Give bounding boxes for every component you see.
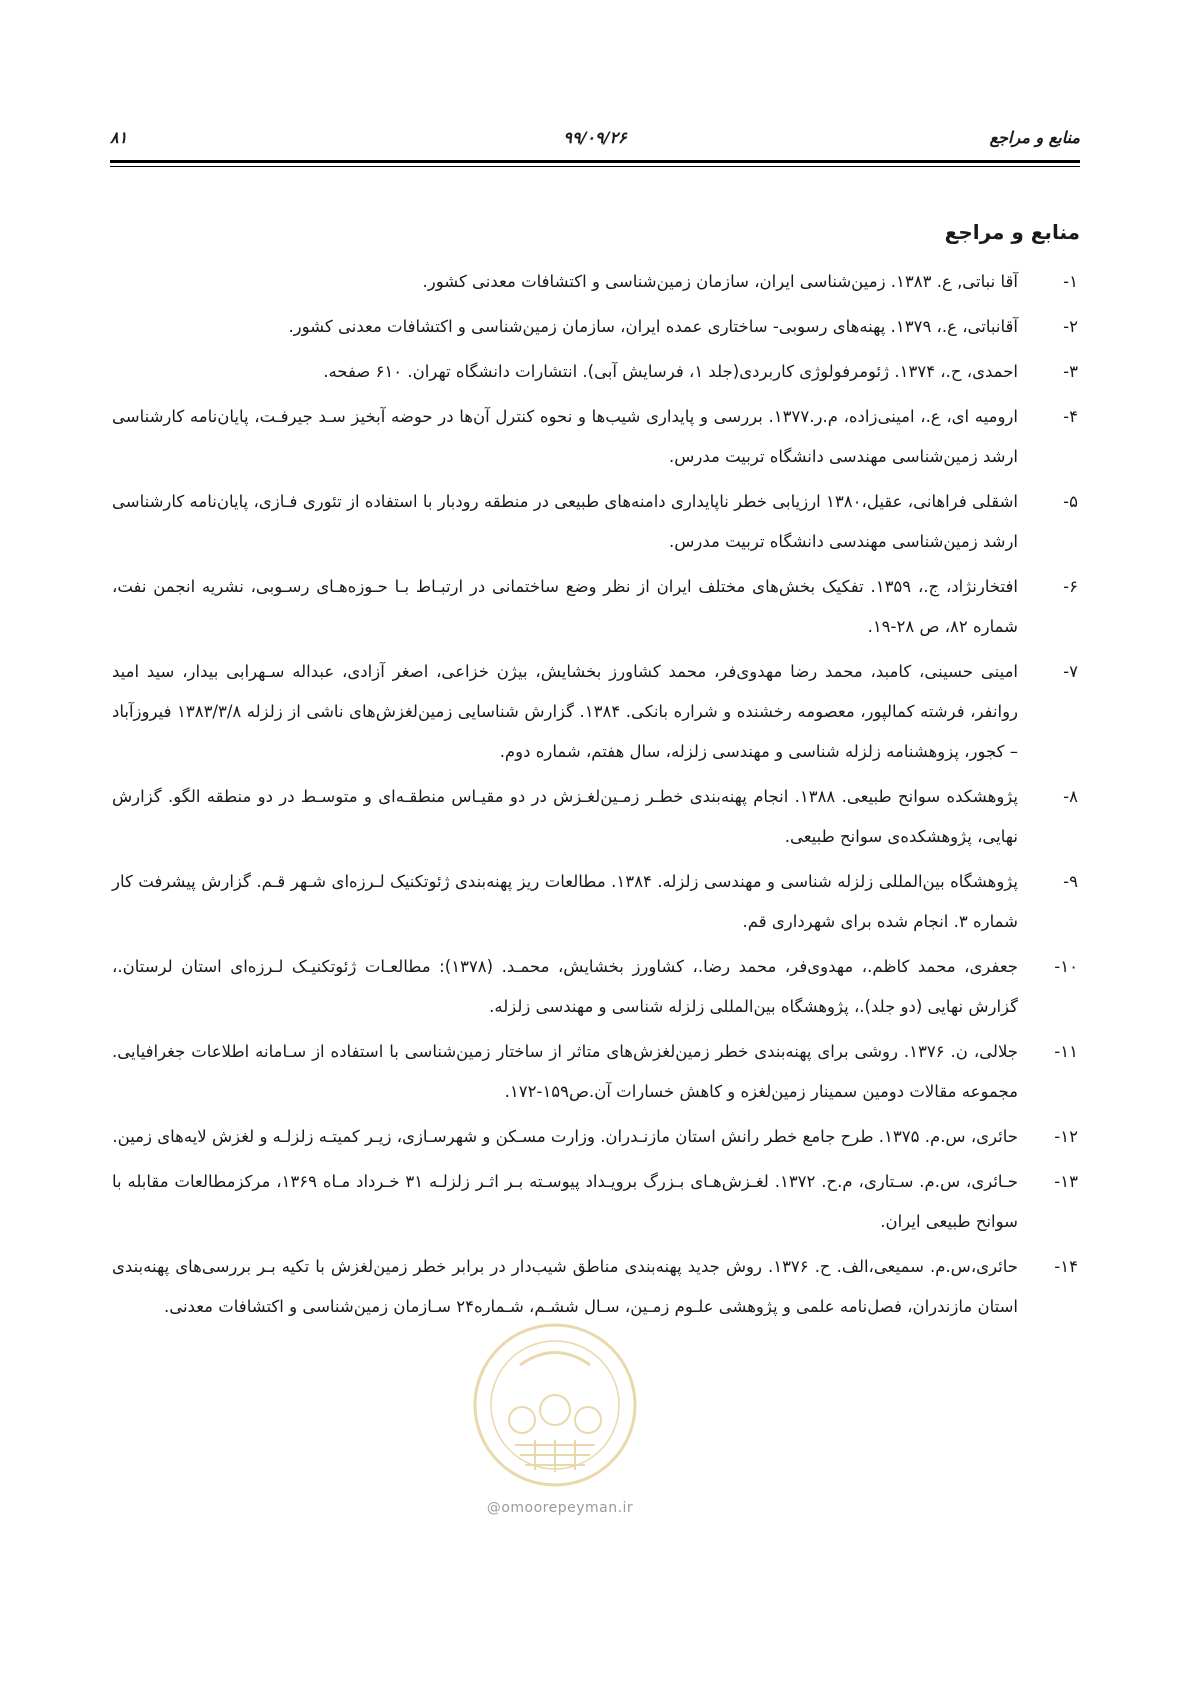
reference-text: پژوهشکده سوانح طبیعی. ۱۳۸۸. انجام پهنه‌بندی خطـر زمـین‌لغـزش در دو مقیـاس منطقـه‌ای و متوسـط در دو منطقه الگو. گزارش نهایی، پژوهشکده‌ی سوانح طبیعی. <box>112 787 1018 846</box>
reference-item <box>112 862 1078 942</box>
reference-text: آقا نباتی, ع. ۱۳۸۳. زمین‌شناسی ایران، سازمان زمین‌شناسی و اکتشافات معدنی کشور. <box>422 272 1018 291</box>
reference-number: ۴- <box>1063 407 1078 426</box>
reference-text: افتخارنژاد، ج.، ۱۳۵۹. تفکیک بخش‌های مختلف ایران از نظر وضع ساختمانی در ارتبـاط بـا حـوزه‌هـای رسـوبی، نشریه انجمن نفت، شماره ۸۲، ص ۲۸-۱۹. <box>112 577 1018 636</box>
reference-text: حـائری، س.م. سـتاری، م.ح. ۱۳۷۲. لغـزش‌هـای بـزرگ برویـداد پیوسـته بـر اثـر زلزلـه ۳۱ خـرداد مـاه ۱۳۶۹، مرکزمطالعات مقابله با سوانح طبیعی ایران. <box>112 1172 1018 1231</box>
watermark-url: @omoorepeyman.ir <box>486 1500 634 1516</box>
seal-calligraphy <box>520 1353 590 1366</box>
reference-text: احمدی، ح.، ۱۳۷۴. ژئومرفولوژی کاربردی(جلد ۱، فرسایش آبی). انتشارات دانشگاه تهران. ۶۱۰ صفحه. <box>323 362 1018 381</box>
reference-number: ۱۰- <box>1054 957 1078 976</box>
reference-number: ۱- <box>1063 272 1078 291</box>
header-rule-thin <box>110 166 1080 167</box>
reference-item <box>112 947 1078 1027</box>
reference-item <box>112 652 1078 772</box>
reference-item <box>112 482 1078 562</box>
reference-item <box>112 262 1078 302</box>
reference-item <box>112 1117 1078 1157</box>
reference-number: ۶- <box>1063 577 1078 596</box>
running-header <box>110 128 1080 152</box>
section-title: منابع و مراجع <box>944 220 1080 244</box>
reference-item <box>112 1162 1078 1242</box>
seal-emblem-right <box>575 1407 601 1433</box>
reference-text: جلالی، ن. ۱۳۷۶. روشی برای پهنه‌بندی خطر زمین‌لغزش‌های متاثر از ساختار زمین‌شناسی با استفاده از سـامانه اطلاعات جغرافیایی. مجموعه مقالات دومین سمینار زمین‌لغزه و کاهش خسارات آن.ص۱۵۹-۱۷۲. <box>112 1042 1018 1101</box>
page-number: ۸۱ <box>110 128 128 147</box>
reference-item <box>112 567 1078 647</box>
reference-list <box>112 262 1078 1332</box>
reference-number: ۷- <box>1063 662 1078 681</box>
header-rule-thick <box>110 160 1080 163</box>
reference-text: جعفری، محمد کاظم.، مهدوی‌فر، محمد رضا.، کشاورز بخشایش، محمـد. (۱۳۷۸): مطالعـات ژئوتکنیـک لـرزه‌ای استان لرستان.، گزارش نهایی (دو جلد).، پژوهشگاه بین‌المللی زلزله شناسی و مهندسی زلزله. <box>112 957 1018 1016</box>
reference-text: ارومیه ای، ع.، امینی‌زاده، م.ر.۱۳۷۷. بررسی و پایداری شیب‌ها و نحوه کنترل آن‌ها در حوضه آبخیز سـد جیرفـت، پایان‌نامه کارشناسی ارشد زمین‌شناسی مهندسی دانشگاه تربیت مدرس. <box>112 407 1018 466</box>
reference-number: ۱۳- <box>1054 1172 1078 1191</box>
reference-text: حائری،س.م. سمیعی،الف. ح. ۱۳۷۶. روش جدید پهنه‌بندی مناطق شیب‌دار در برابر خطر زمین‌لغزش با تکیه بـر بررسی‌های پهنه‌بندی استان مازندران، فصل‌نامه علمی و پژوهشی علـوم زمـین، سـال ششـم، شـماره۲۴ سـازمان زمین‌شناسی و اکتشافات معدنی. <box>112 1257 1018 1316</box>
reference-number: ۲- <box>1063 317 1078 336</box>
header-title: منابع و مراجع <box>989 128 1080 147</box>
reference-number: ۵- <box>1063 492 1078 511</box>
reference-item <box>112 777 1078 857</box>
reference-number: ۹- <box>1063 872 1078 891</box>
reference-item <box>112 307 1078 347</box>
reference-text: حائری، س.م. ۱۳۷۵. طرح جامع خطر رانش استان مازنـدران. وزارت مسـکن و شهرسـازی، زیـر کمیتـه زلزلـه و لغزش لایه‌های زمین. <box>112 1127 1018 1146</box>
reference-number: ۸- <box>1063 787 1078 806</box>
reference-text: امینی حسینی، کامبد، محمد رضا مهدوی‌فر، محمد کشاورز بخشایش، بیژن خزاعی، اصغر آزادی، عبداله سـهرابی بیدار، سید امید روانفر، فرشته کمالپور، معصومه رخشنده و شراره بانکی. ۱۳۸۴. گزارش شناسایی زمین‌لغزش‌های ناشی از زلزله ۱۳۸۳/۳/۸ فیروزآباد – کجور، پزوهشنامه زلزله شناسی و مهندسی زلزله، سال هفتم، شماره دوم. <box>112 662 1019 761</box>
reference-item <box>112 352 1078 392</box>
reference-text: اشقلی فراهانی، عقیل،۱۳۸۰ ارزیابی خطر ناپایداری دامنه‌های طبیعی در منطقه رودبار با استفاده از تئوری فـازی، پایان‌نامه کارشناسی ارشد زمین‌شناسی مهندسی دانشگاه تربیت مدرس. <box>112 492 1018 551</box>
reference-number: ۳- <box>1063 362 1078 381</box>
seal-emblem-left <box>509 1407 535 1433</box>
reference-item <box>112 1032 1078 1112</box>
reference-item <box>112 397 1078 477</box>
watermark-seal-icon <box>460 1310 650 1510</box>
reference-number: ۱۲- <box>1054 1127 1078 1146</box>
header-date: ۹۹/۰۹/۲۶ <box>563 128 627 147</box>
reference-number: ۱۴- <box>1054 1257 1078 1276</box>
reference-text: پژوهشگاه بین‌المللی زلزله شناسی و مهندسی زلزله. ۱۳۸۴. مطالعات ریز پهنه‌بندی ژئوتکنیک لـرزه‌ای شـهر قـم. گزارش پیشرفت کار شماره ۳. انجام شده برای شهرداری قم. <box>112 872 1018 931</box>
seal-emblem-center <box>540 1395 570 1425</box>
reference-text: آقانباتی، ع.، ۱۳۷۹. پهنه‌های رسوبی- ساختاری عمده ایران، سازمان زمین‌شناسی و اکتشافات معدنی کشور. <box>288 317 1018 336</box>
reference-number: ۱۱- <box>1054 1042 1078 1061</box>
seal-grid <box>515 1440 595 1472</box>
